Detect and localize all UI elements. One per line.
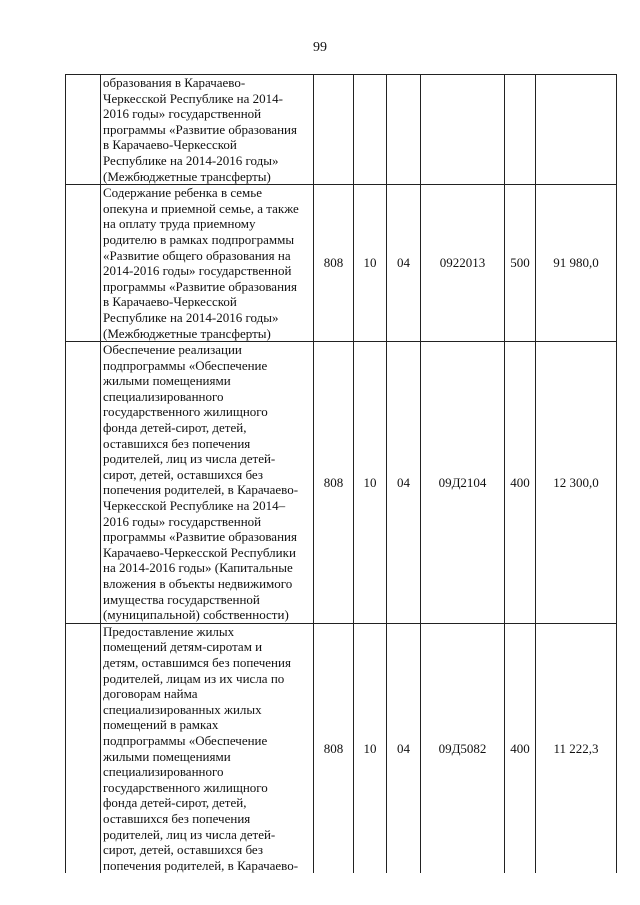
description-line: подпрограммы «Обеспечение	[103, 357, 268, 373]
description-line: программы «Развитие образования	[103, 278, 297, 294]
target-article-cell: 0922013	[421, 185, 505, 342]
description-line: попечения родителей, в Карачаево-	[103, 482, 299, 498]
ministry-code-cell: 808	[314, 342, 354, 624]
description-line: помещений в рамках	[103, 717, 219, 733]
row-number-cell	[66, 342, 101, 624]
target-article-cell: 09Д5082	[421, 623, 505, 873]
expense-kind-cell: 400	[505, 623, 536, 873]
description-line: государственного жилищного	[103, 404, 268, 420]
description-line: попечения родителей, в Карачаево-	[103, 857, 299, 873]
description-line: родителю в рамках подпрограммы	[103, 231, 295, 247]
table-row	[66, 185, 617, 342]
page-number: 99	[313, 40, 327, 55]
description-line: специализированных жилых	[103, 701, 262, 717]
description-line: опекуна и приемной семье, а также	[103, 200, 299, 216]
description-line: специализированного	[103, 388, 224, 404]
description-line: родителей, лиц из числа детей-	[103, 451, 276, 467]
description-line: образования в Карачаево-	[103, 75, 246, 90]
budget-table	[65, 74, 617, 873]
amount-cell: 11 222,3	[536, 623, 617, 873]
ministry-code-cell: 808	[314, 185, 354, 342]
description-line: 2016 годы» государственной	[103, 513, 262, 529]
table-row	[66, 75, 617, 185]
description-line: на 2014-2016 годы» (Капитальные	[103, 560, 293, 576]
description-line: имущества государственной	[103, 591, 260, 607]
description-line: (Межбюджетные трансферты)	[103, 168, 271, 184]
description-line: Предоставление жилых	[103, 623, 235, 639]
description-line: оставшихся без попечения	[103, 810, 251, 826]
description-line: сирот, детей, оставшихся без	[103, 842, 263, 858]
description-line: родителей, лиц из числа детей-	[103, 826, 276, 842]
description-line: программы «Развитие образования	[103, 121, 297, 137]
description-line: 2014-2016 годы» государственной	[103, 263, 292, 279]
description-line: Республике на 2014-2016 годы»	[103, 309, 279, 325]
description-cell	[101, 623, 314, 873]
description-line: программы «Развитие образования	[103, 529, 297, 545]
description-line: на оплату труда приемному	[103, 216, 256, 232]
budget-table-body	[66, 75, 617, 874]
description-line: договорам найма	[103, 686, 198, 702]
description-line: 2016 годы» государственной	[103, 106, 262, 122]
section-code-cell: 10	[354, 185, 387, 342]
subsection-code-cell: 04	[387, 623, 421, 873]
section-code-cell	[354, 75, 387, 185]
description-line: (Межбюджетные трансферты)	[103, 325, 271, 341]
row-number-cell	[66, 623, 101, 873]
description-line: (муниципальной) собственности)	[103, 607, 289, 623]
section-code-cell: 10	[354, 342, 387, 624]
description-line: оставшихся без попечения	[103, 435, 251, 451]
amount-cell: 91 980,0	[536, 185, 617, 342]
description-line: Черкесской Республике на 2014-	[103, 90, 283, 106]
target-article-cell: 09Д2104	[421, 342, 505, 624]
description-cell	[101, 75, 314, 185]
subsection-code-cell: 04	[387, 185, 421, 342]
ministry-code-cell: 808	[314, 623, 354, 873]
description-cell	[101, 342, 314, 624]
table-row	[66, 342, 617, 624]
ministry-code-cell	[314, 75, 354, 185]
expense-kind-cell: 500	[505, 185, 536, 342]
description-line: Содержание ребенка в семье	[103, 185, 262, 201]
description-line: подпрограммы «Обеспечение	[103, 732, 268, 748]
row-number-cell	[66, 75, 101, 185]
row-number-cell	[66, 185, 101, 342]
description-line: жилыми помещениями	[103, 373, 231, 389]
description-line: родителей, лицам из их числа по	[103, 670, 285, 686]
amount-cell: 12 300,0	[536, 342, 617, 624]
description-line: государственного жилищного	[103, 779, 268, 795]
subsection-code-cell: 04	[387, 342, 421, 624]
amount-cell	[536, 75, 617, 185]
description-line: в Карачаево-Черкесской	[103, 294, 237, 310]
description-line: фонда детей-сирот, детей,	[103, 420, 247, 436]
description-line: жилыми помещениями	[103, 748, 231, 764]
description-line: в Карачаево-Черкесской	[103, 137, 237, 153]
description-cell	[101, 185, 314, 342]
section-code-cell: 10	[354, 623, 387, 873]
description-line: вложения в объекты недвижимого	[103, 576, 293, 591]
description-line: сирот, детей, оставшихся без	[103, 466, 263, 482]
description-line: помещений детям-сиротам и	[103, 639, 263, 655]
description-line: Черкесской Республике на 2014–	[103, 498, 286, 514]
description-line: Карачаево-Черкесской Республики	[103, 544, 296, 560]
expense-kind-cell: 400	[505, 342, 536, 624]
target-article-cell	[421, 75, 505, 185]
subsection-code-cell	[387, 75, 421, 185]
expense-kind-cell	[505, 75, 536, 185]
description-line: детям, оставшимся без попечения	[103, 654, 291, 670]
description-line: Обеспечение реализации	[103, 342, 242, 358]
description-line: Республике на 2014-2016 годы»	[103, 152, 279, 168]
description-line: фонда детей-сирот, детей,	[103, 795, 247, 811]
table-row	[66, 623, 617, 873]
description-line: «Развитие общего образования на	[103, 247, 291, 263]
description-line: специализированного	[103, 764, 224, 780]
